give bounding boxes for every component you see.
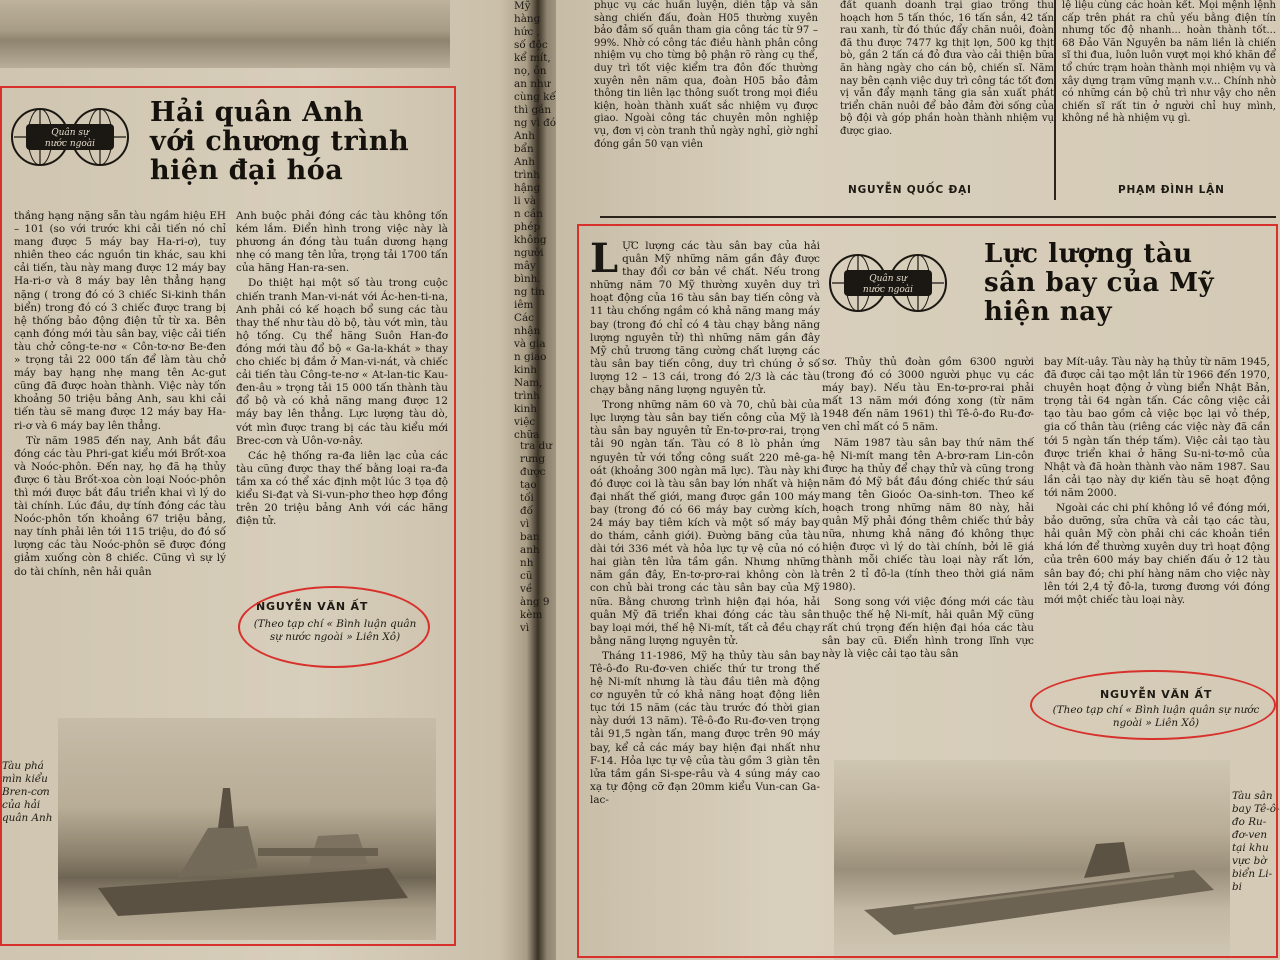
lead-text: ỰC lượng các tàu sân bay của hải quân Mỹ những năm gần đây được thay đổi cơ bản về chất. Nếu trong những năm 70 Mỹ thường xuyên duy trì hoạt động của 16 tàu sân bay tiến công và 11 tàu chống ngầm có khả năng mang máy bay (trong đó chỉ có 4 tàu chạy bằng năng lượng nguyên tử) thì những năm gần đây Mỹ chủ trương tăng cường chất lượng các tàu sân bay tiến công, duy trì chúng ở số lượng 12 – 13 cái, trong đó 2/3 là các tàu chạy bằng năng lượng nguyên tử.: [590, 240, 820, 397]
paragraph: Trong những năm 60 và 70, chủ bài của lực lượng tàu sân bay tiến công của Mỹ là tàu sân bay nguyên tử En-tơ-prơ-rai, trọng tải 90 ngàn tấn. Tàu có 8 lò phản ứng nguyên tử với tổng công suất 220 mê-ga-oát (khoảng 300 ngàn mã lực). Tàu này khi đó được coi là tàu sân bay lớn nhất và hiện đại nhất thế giới, mang được gần 100 máy bay (trong đó có 66 máy bay cường kích, 24 máy bay tiêm kích và một số máy bay do thám, cảnh giới). Đường băng của tàu dài tới 336 mét và hỏa lực tự vệ của nó có hai giàn tên lửa tầm gần. Nhưng những năm gần đây, En-tơ-prơ-rai không còn là con chủ bài trong các tàu sân bay của Mỹ nữa. Bằng chương trình hiện đại hóa, hải quân Mỹ đã triển khai đóng các tàu sân bay loại mới, thế hệ Ni-mít, tất cả đều chạy bằng năng lượng nguyên tử.: [590, 399, 820, 647]
gutter-text-fragment: Mỹ hàng hức , số độc kể mít, nọ, ôn an như cùng kế thì gắn ng vì đó Anh bẩn Anh trình hậng li và n cần phép không người mây bình. ng tin iêm Các nhận và gia n giao kinh Nam, trình kinh việc chữa: [514, 0, 557, 441]
paragraph: Tháng 11-1986, Mỹ hạ thủy tàu sân bay Tê-ô-đo Ru-đơ-ven chiếc thứ tư trong thế hệ Ni-mít nhưng là tàu đầu tiên mà động cơ nguyên tử có khả năng hoạt động liên tục tới 15 năm (các tàu trước đó thời gian này dưới 13 năm). Tê-ô-đo Ru-đơ-ven trọng tải 91,5 ngàn tấn, mang được trên 90 máy bay, kể cả các máy bay hiện đại nhất như F-14. Hỏa lực tự vệ của tàu gồm 3 giàn tên lửa tầm gần Si-spe-râu và 4 súng máy cao xạ tự động cỡ đạn 20mm kiểu Vun-can Ga-lac-: [590, 649, 820, 806]
paragraph: Các hệ thống ra-đa liên lạc của các tàu cũng được thay thế bằng loại ra-đa tầm xa có thể xác định một lúc 3 tọa độ kiểu Si-đạt và Si-vun-phơ theo hợp đồng trên 20 triệu bảng Anh với các hãng điện tử.: [236, 449, 448, 528]
right-photo-caption: Tàu sân bay Tê-ô-đo Ru-đơ-ven tại khu vực bờ biển Li-bi: [1232, 790, 1280, 893]
paragraph: sơ. Thủy thủ đoàn gồm 6300 người (trong đó có 3000 người phục vụ các máy bay). Nếu tàu En-tơ-prơ-rai phải mất 13 năm mới đóng xong (từ năm 1948 đến năm 1961) thì Tê-ô-đo Ru-đơ-ven chỉ mất có 5 năm.: [822, 356, 1034, 434]
paragraph: Song song với việc đóng mới các tàu thuộc thế hệ Ni-mít, hải quân Mỹ cũng rất chú trọng đến hiện đại hóa các tàu sân bay cũ. Điển hình trong lĩnh vực này là việc cải tạo tàu sân: [822, 595, 1034, 661]
left-source: (Theo tạp chí « Bình luận quân sự nước ngoài » Liên Xô): [253, 618, 417, 643]
annotation-box-right: [577, 224, 1278, 958]
logo-text-top: Quân sự: [51, 128, 89, 138]
logo-text-top: Quân sự: [869, 274, 907, 284]
paragraph: phục vụ các huấn luyện, diễn tập và sẵn sàng chiến đấu, đoàn H05 thường xuyên bảo đảm số quân tham gia công tác từ 97 – 99%. Nhờ có công tác điều hành phân công nhiệm vụ cho từng bộ phận rõ ràng cụ thể, duy trì tốt việc kiểm tra đôn đốc thường xuyên nên năm qua, đoàn H05 bảo đảm thông tin liên lạc thông suốt trong mọi điều kiện, hoàn thành xuất sắc nhiệm vụ được giao. Ngoài công tác chuyên môn nghiệp vụ, đơn vị còn tranh thủ ngày nghỉ, giờ nghỉ đóng gần 50 vạn viên: [594, 0, 818, 150]
paragraph: thắng hạng nặng sẵn tàu ngầm hiệu EH – 101 (so với trước khi cải tiến nó chỉ mang được 5 máy bay Ha-ri-ơ), tuy nhiên theo các nguồn tin khác, sau khi cải tiến, tàu này mang được 12 máy bay Ha-ri-ơ và 8 máy bay lên thẳng hạng nặng ( trong đó có 3 chiếc Si-kinh thần biển) trong đó có 3 chiếc được trang bị hệ thống bảo động điện tử từ xa. Bên cạnh đóng mới tàu sân bay, việc cải tiến tàu chở công-te-nơ « Côn-tơ-nơ Be-đen » trọng tải 22 000 tấn để làm tàu chở máy bay hạng nhẹ mang tên Ac-gut cũng đã được hoàn thành. Việc này tốn khoảng 50 triệu bảng Anh, sau khi cải tiến tàu sẽ mang được 12 máy bay Ha-ri-ơ và 6 máy bay lên thẳng.: [14, 210, 226, 432]
headline-line-1: Hải quân Anh: [150, 97, 364, 128]
paragraph: Từ năm 1985 đến nay, Anh bắt đầu đóng các tàu Phri-gat kiểu mới Brốt-xoa và Noóc-phôn. Đến nay, họ đã hạ thủy được 6 tàu Brốt-xoa còn loại Noóc-phôn thì mới được bắt đầu triển khai vì lý do tài chính. Lúc đầu, dự tính đóng các tàu Noóc-phôn tốn khoảng 67 triệu bảng, nay tính phải lên tới 115 triệu, do đó số lượng các tàu Noóc-phôn sẽ được đóng giảm xuống còn 8 chiếc. Cũng vì sự lý do tài chính, nên hải quân: [14, 434, 226, 578]
gutter-text-fragment-lower: tra dư rưng được tạo tối đố vì ban anh nh cũ về àng 9 kèm vì: [520, 440, 552, 634]
top-column-b: [594, 0, 818, 196]
logo-text-bottom: nước ngoài: [862, 285, 914, 295]
top-column-c: [840, 0, 1054, 170]
dropcap-letter: L: [590, 240, 619, 282]
paragraph: bay Mít-uây. Tàu này hạ thủy từ năm 1945, đã được cải tạo một lần từ 1966 đến 1970, chuyên hoạt động ở vùng biển Nhật Bản, trọng tải 64 ngàn tấn. Các công việc cải tạo tàu bao gồm cả việc bọc lại vỏ thép, gia cố thân tàu (riêng các việc này đã cần tới 5 ngàn tấn thép tấm). Việc cải tạo tàu được triển khai ở hãng Su-ni-tơ-mô của Nhật và đã hoàn thành vào năm 1987. Sau lần cải tạo này dự kiến tàu sẽ hoạt động tới năm 2000.: [1044, 356, 1270, 499]
paragraph: Anh buộc phải đóng các tàu không tốn kém lắm. Điển hình trong việc này là phương án đóng tàu tuần dương hạng nhẹ có mang tên lửa, trọng tải 1700 tấn của hãng Han-ra-sen.: [236, 210, 448, 275]
top-column-c-byline: NGUYỄN QUỐC ĐẠI: [848, 184, 972, 196]
annotation-box-left: [0, 86, 456, 946]
headline-line-2: với chương trình: [150, 126, 410, 157]
column-rule: [1054, 0, 1056, 200]
paragraph: Do thiệt hại một số tàu trong cuộc chiến tranh Man-vi-nát với Ác-hen-ti-na, Anh phải có kế hoạch bổ sung các tàu thay thế như tàu dò bộ, tàu vớt mìn, tàu hộ tống. Cụ thể hãng Suôn Han-đơ đóng mới tàu đổ bộ « Ga-la-khát » thay cho chiếc bị đắm ở Man-vi-nát, và chiếc cải tiến tàu Công-te-nơ « At-lan-tic Kau-đen-âu » trọng tải 15 000 tấn thành tàu đổ bộ và có khả năng mang được 12 máy bay lên thẳng. Lực lượng tàu dò, vớt mìn được trang bị các tàu kiểu mới Brec-cơn và Uôn-vơ-nây.: [236, 277, 448, 447]
paragraph: Năm 1987 tàu sân bay thứ năm thế hệ Ni-mít mang tên A-brơ-ram Lin-côn được hạ thủy để chạy thử và cũng trong năm đó Mỹ bắt đầu đóng chiếc thứ sáu mang tên Gioóc Oa-sinh-tơn. Theo kế hoạch trong những năm 80 này, hải quân Mỹ phải đóng thêm chiếc thứ bảy nữa, nhưng khả năng đó không thực hiện được vì lý do tài chính, bởi lẽ giá thành mỗi chiếc tàu loại này rất lớn, trên 2 tỉ đô-la (tính theo thời giá năm 1980).: [822, 436, 1034, 593]
section-divider: [600, 216, 1276, 218]
paragraph: lệ liệu cùng các hoàn kết. Mọi mệnh lệnh cấp trên phát ra chủ yếu bằng điện tín nhưng tốc độ nhanh... hoàn thành tốt... 68 Đảo Văn Nguyên ba năm liền là chiến sĩ thi đua, luôn luôn vượt mọi khó khăn để tổ chức trạm hoàn thành mọi nhiệm vụ và xây dựng trạm vững mạnh v.v... Chính nhờ có những cán bộ chủ trì như vậy cho nên chiến sĩ rất tin ở người chỉ huy mình, không nề hà nhiệm vụ gì.: [1062, 0, 1276, 125]
top-column-d-byline: PHẠM ĐÌNH LẬN: [1118, 184, 1225, 196]
top-photo-fragment: [0, 0, 450, 68]
logo-text-bottom: nước ngoài: [44, 139, 96, 149]
paragraph: Ngoài các chi phí không lồ về đóng mới, bảo dưỡng, sửa chữa và cải tạo các tàu, hải quân Mỹ còn phải chi các khoản tiền khá lớn để thường xuyên duy trì hoạt động của trên 600 máy bay chiến đấu ở 12 tàu sân bay đó; chi phí hàng năm cho việc này lên tới 2,4 tỷ đô-la, tương đương với đóng mới một chiếc tàu loại này.: [1044, 502, 1270, 606]
annotation-oval-right: [1030, 670, 1276, 740]
right-byline: NGUYỄN VĂN ẤT: [1100, 688, 1213, 701]
left-byline: NGUYỄN VĂN ẤT: [256, 600, 369, 613]
headline-line-2: sân bay của Mỹ: [984, 268, 1215, 298]
headline-line-3: hiện nay: [984, 297, 1113, 327]
left-photo-caption: Tàu phá mìn kiểu Bren-cơn của hải quân Anh: [2, 760, 53, 824]
top-column-d: [1062, 0, 1276, 170]
paragraph: đất quanh doanh trại giao trồng thu hoạch hơn 5 tấn thóc, 16 tấn sắn, 42 tấn rau xanh, từ đó thúc đẩy chăn nuôi, đoàn đã thu được 7477 kg thịt lợn, 500 kg thịt bò, gần 2 tấn cá đỏ đưa vào cải thiện bữa ăn hàng ngày cho cán bộ, chiến sĩ. Năm nay bên cạnh việc duy trì công tác tốt đơn vị vẫn đẩy mạnh tăng gia sản xuất phát triển chăn nuôi để bảo đảm đời sống của bộ đội và góp phần hoàn thành nhiệm vụ được giao.: [840, 0, 1054, 137]
right-source: (Theo tạp chí « Bình luận quân sự nước ngoài » Liên Xô): [1052, 704, 1260, 729]
headline-line-1: Lực lượng tàu: [984, 239, 1193, 269]
headline-line-3: hiện đại hóa: [150, 155, 344, 186]
annotation-oval-left: [238, 586, 430, 668]
